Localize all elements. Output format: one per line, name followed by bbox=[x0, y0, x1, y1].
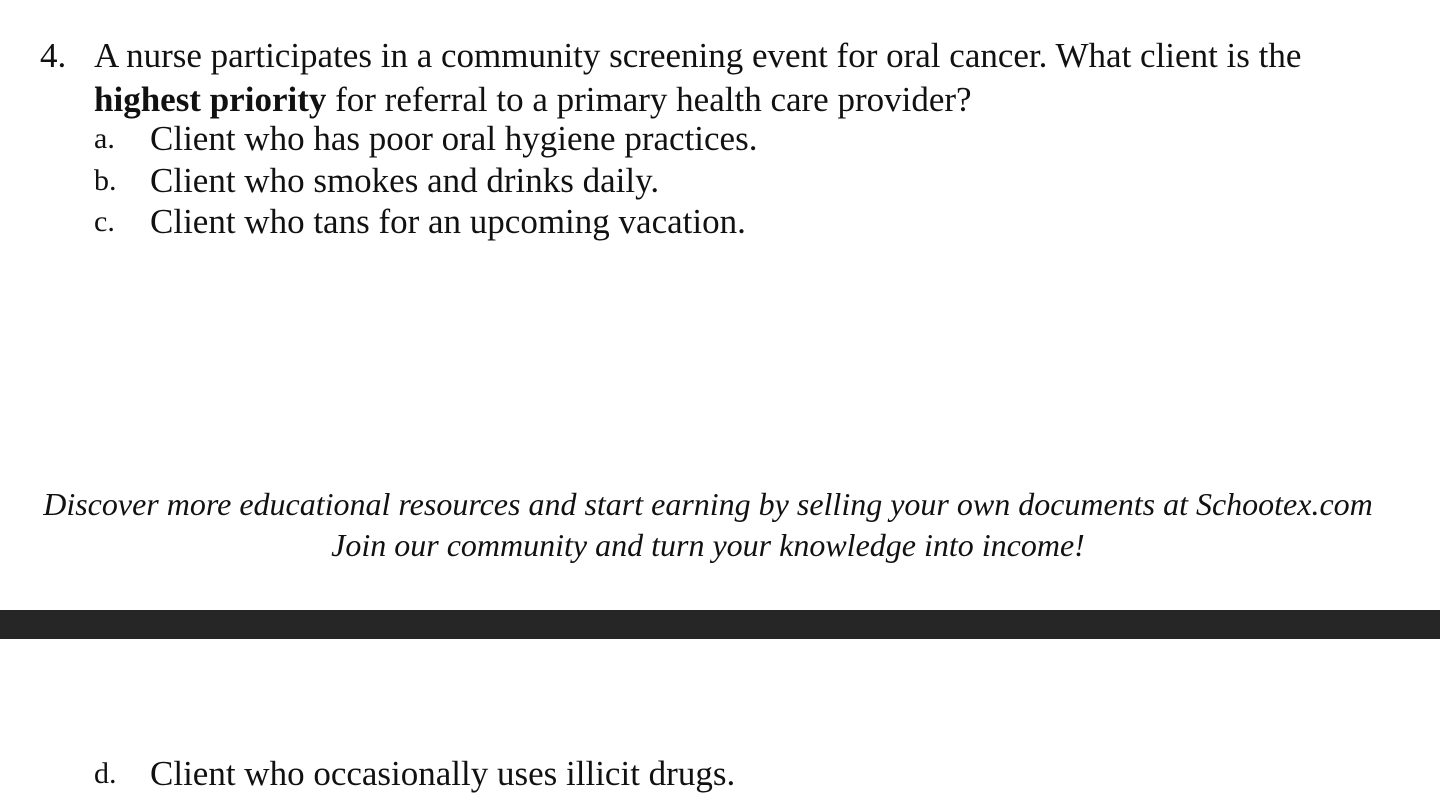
option-letter: b. bbox=[94, 164, 117, 197]
option-letter: d. bbox=[94, 757, 117, 790]
promo-line-2: Join our community and turn your knowledge into income! bbox=[331, 527, 1085, 563]
page-bottom bbox=[0, 639, 1440, 806]
option-letter: a. bbox=[94, 122, 115, 155]
question-text-line-1: A nurse participates in a community screening event for oral cancer. What client is the bbox=[94, 36, 1302, 75]
question-number: 4. bbox=[40, 36, 67, 75]
question-emphasis: highest priority bbox=[94, 80, 327, 119]
option-letter: c. bbox=[94, 205, 115, 238]
question-text-line-2 bbox=[94, 78, 972, 122]
page-divider bbox=[0, 610, 1440, 639]
option-text: Client who occasionally uses illicit drugs. bbox=[150, 754, 736, 793]
question-text-rest: for referral to a primary health care provider? bbox=[326, 80, 972, 119]
promo-footer bbox=[0, 484, 1428, 566]
option-text: Client who tans for an upcoming vacation. bbox=[150, 202, 746, 241]
promo-line-1: Discover more educational resources and start earning by selling your own documents at Schootex.com bbox=[43, 486, 1373, 522]
option-text: Client who smokes and drinks daily. bbox=[150, 161, 660, 200]
option-text: Client who has poor oral hygiene practices. bbox=[150, 119, 758, 158]
